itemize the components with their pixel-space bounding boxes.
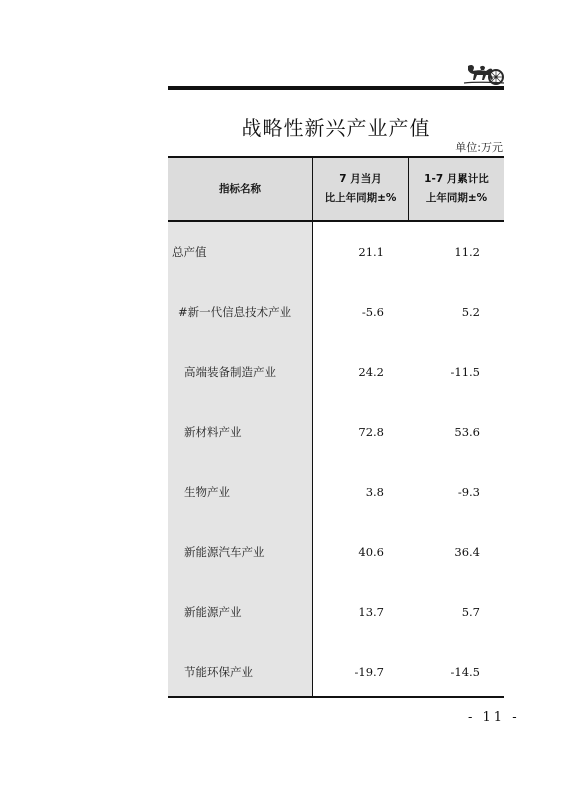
- page-number: - 11 -: [468, 710, 520, 725]
- cumulative-value: -11.5: [450, 365, 480, 379]
- header-cumulative: 1-7 月累计比 上年同期±%: [424, 173, 489, 204]
- table-row: [168, 462, 504, 522]
- cumulative-value: 5.2: [461, 305, 480, 319]
- row-label: #新一代信息技术产业: [178, 305, 292, 319]
- row-label: 生物产业: [184, 485, 230, 499]
- current-month-value: -5.6: [361, 305, 384, 319]
- cumulative-value: 53.6: [454, 425, 480, 439]
- cumulative-value: 11.2: [454, 245, 480, 259]
- table-row: [168, 342, 504, 402]
- table-row: [168, 402, 504, 462]
- cumulative-value: -9.3: [457, 485, 480, 499]
- current-month-value: 13.7: [358, 605, 384, 619]
- unit-label: 单位:万元: [455, 141, 503, 154]
- table-row: [168, 522, 504, 582]
- table-row: [168, 282, 504, 342]
- table-bottom-border: [168, 696, 504, 698]
- row-label: 总产值: [172, 245, 207, 259]
- current-month-value: 40.6: [358, 545, 384, 559]
- horse-chariot-logo-icon: [462, 62, 506, 86]
- header-current-month: 7 月当月 比上年同期±%: [324, 173, 397, 204]
- cumulative-value: 36.4: [454, 545, 480, 559]
- header-indicator-name: 指标名称: [219, 182, 261, 195]
- current-month-value: 24.2: [358, 365, 384, 379]
- row-label: 新材料产业: [184, 425, 242, 439]
- table-row: [168, 642, 504, 702]
- cumulative-value: 5.7: [461, 605, 480, 619]
- table-row: [168, 582, 504, 642]
- current-month-value: 21.1: [358, 245, 384, 259]
- page-title: 战略性新兴产业产值: [241, 116, 431, 140]
- data-table: [168, 156, 504, 698]
- row-label: 新能源产业: [184, 605, 242, 619]
- current-month-value: 72.8: [358, 425, 384, 439]
- cumulative-value: -14.5: [450, 665, 480, 679]
- row-label: 高端装备制造产业: [184, 365, 276, 379]
- current-month-value: -19.7: [354, 665, 384, 679]
- header-rule: [168, 86, 504, 90]
- table-row: [168, 222, 504, 282]
- row-label: 节能环保产业: [184, 665, 253, 679]
- row-label: 新能源汽车产业: [184, 545, 265, 559]
- current-month-value: 3.8: [365, 485, 384, 499]
